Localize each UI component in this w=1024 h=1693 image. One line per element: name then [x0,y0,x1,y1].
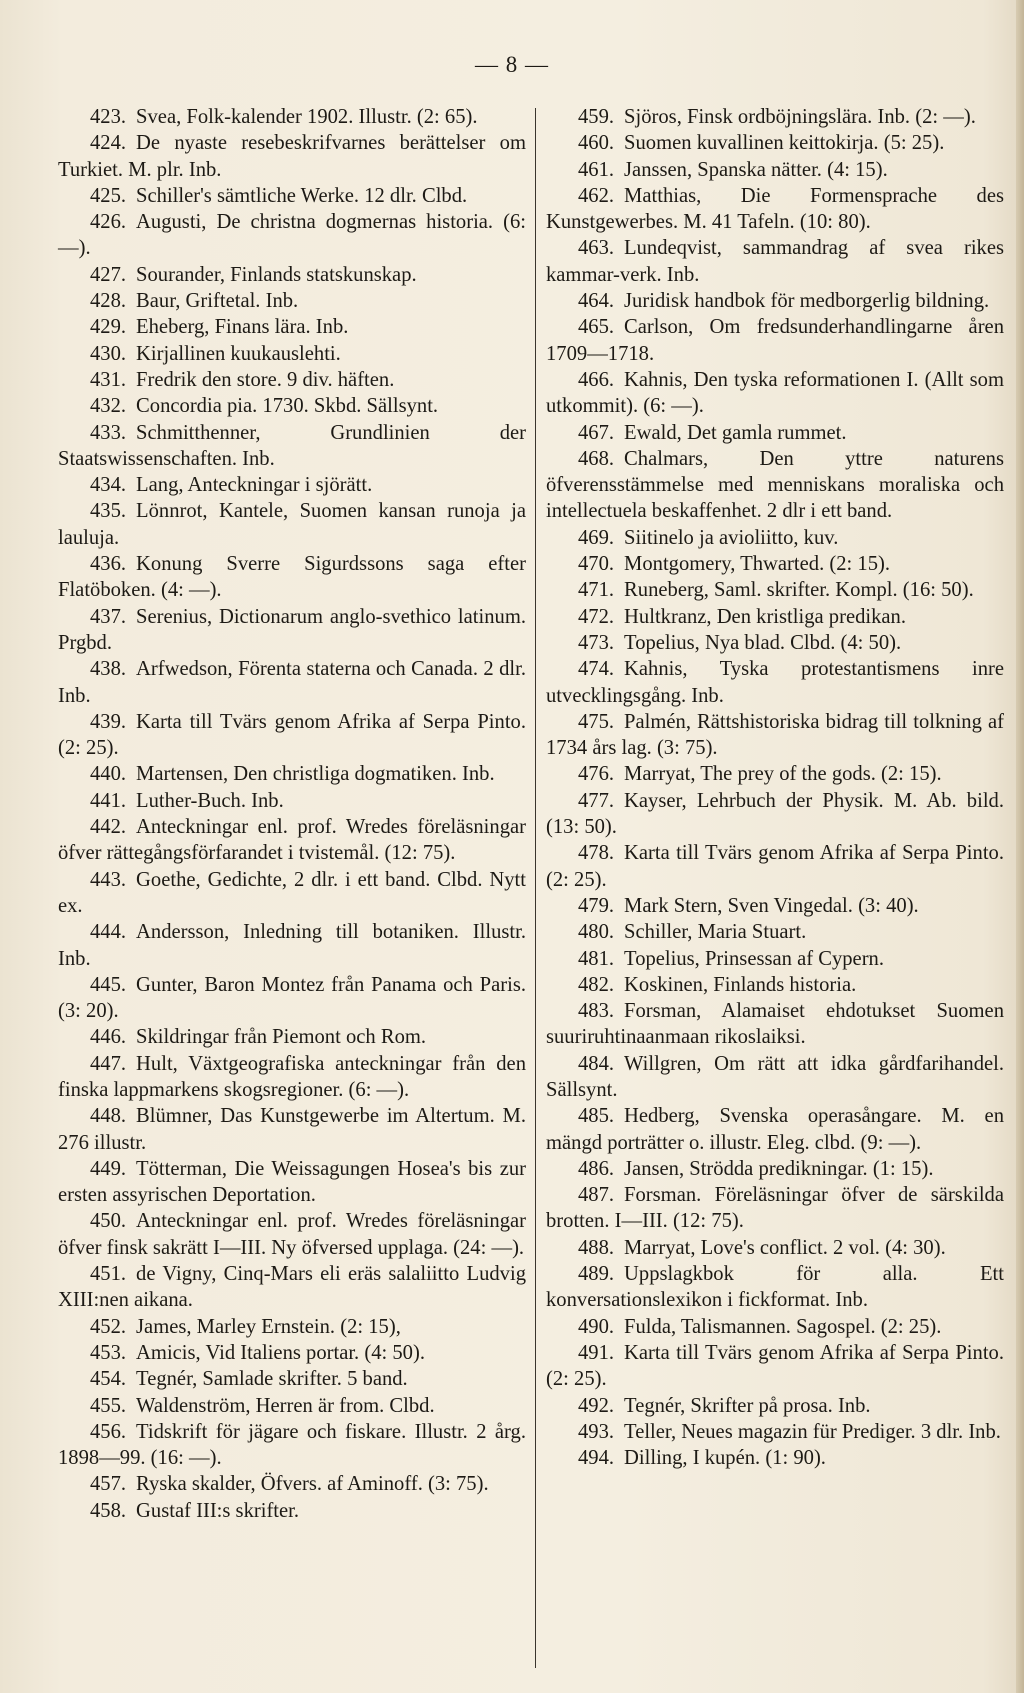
catalog-entry [546,367,1004,420]
entry-text: Tötterman, Die Weissagungen Hosea's bis zur ersten assyrischen Deportation. [58,1157,526,1207]
catalog-entry [546,1393,1004,1419]
entry-text: Concordia pia. 1730. Skbd. Sällsynt. [136,395,439,418]
entry-text: Forsman. Föreläsningar öfver de särskilda brotten. I—III. (12: 75). [546,1184,1004,1233]
catalog-entry [58,1471,526,1497]
entry-text: Forsman, Alamaiset ehdotukset Suomen suuriruhtinaanmaan rikoslaiksi. [546,1000,1004,1049]
entry-number: 468. [578,447,615,470]
entry-text: Mark Stern, Sven Vingedal. (3: 40). [624,894,919,917]
catalog-entry [58,262,526,288]
catalog-entry [546,630,1004,656]
entry-text: Schiller's sämtliche Werke. 12 dlr. Clbd. [136,184,468,207]
entry-number: 489. [578,1263,615,1286]
entry-number: 428. [90,290,127,313]
entry-text: Gustaf III:s skrifter. [136,1499,300,1522]
catalog-entry [546,919,1004,945]
catalog-entry [58,761,526,787]
entry-number: 488. [578,1236,615,1259]
entry-number: 432. [90,395,127,418]
entry-number: 466. [578,368,615,391]
page-number: — 8 — [475,52,549,77]
entry-number: 460. [578,132,615,155]
entry-text: Eheberg, Finans lära. Inb. [136,316,349,339]
column-divider [535,108,536,1668]
entry-text: Kayser, Lehrbuch der Physik. M. Ab. bild. (13: 50). [546,789,1004,839]
entry-number: 427. [90,263,127,286]
entry-text: Palmén, Rättshistoriska bidrag till tolkning af 1734 års lag. (3: 75). [546,710,1004,760]
entry-number: 441. [90,789,127,812]
entry-number: 446. [90,1026,127,1049]
entry-text: Topelius, Nya blad. Clbd. (4: 50). [624,631,902,654]
entry-number: 459. [578,106,615,128]
entry-number: 450. [90,1210,127,1233]
entry-text: Sourander, Finlands statskunskap. [136,263,417,286]
entry-text: Ryska skalder, Öfvers. af Aminoff. (3: 75). [136,1473,489,1496]
entry-text: Janssen, Spanska nätter. (4: 15). [624,158,888,181]
catalog-entry [58,183,526,209]
entry-number: 457. [90,1473,127,1496]
catalog-entry [546,761,1004,787]
catalog-entry [58,1314,526,1340]
entry-number: 438. [90,658,127,681]
entry-number: 449. [90,1157,127,1180]
entry-text: Konung Sverre Sigurdssons saga efter Flatöboken. (4: —). [58,553,526,602]
entry-text: Gunter, Baron Montez från Panama och Paris. (3: 20). [58,973,526,1023]
catalog-entry [58,420,526,473]
entry-number: 451. [90,1263,127,1286]
entry-number: 493. [578,1420,615,1443]
catalog-entry [58,919,526,972]
entry-text: Montgomery, Thwarted. (2: 15). [624,553,890,576]
catalog-entry [546,1235,1004,1261]
catalog-entry [546,235,1004,288]
entry-number: 437. [90,605,127,628]
entry-text: Waldenström, Herren är from. Clbd. [136,1394,435,1417]
entry-number: 486. [578,1157,615,1180]
entry-text: Andersson, Inledning till botaniken. Illustr. Inb. [58,921,526,970]
catalog-entry [546,551,1004,577]
catalog-entry [546,840,1004,893]
entry-text: Hedberg, Svenska operasångare. M. en mängd porträtter o. illustr. Eleg. clbd. (9: —). [546,1105,1004,1154]
entry-text: Fulda, Talismannen. Sagospel. (2: 25). [624,1315,942,1338]
entry-text: Arfwedson, Förenta staterna och Canada. 2 dlr. Inb. [58,658,526,707]
catalog-entry [58,1340,526,1366]
entry-text: Skildringar från Piemont och Rom. [136,1026,427,1049]
entry-number: 440. [90,763,127,786]
entry-text: Topelius, Prinsessan af Cypern. [624,947,884,970]
page-edge [1016,0,1024,1693]
catalog-entry [546,525,1004,551]
entry-number: 445. [90,973,127,996]
catalog-entry [546,1156,1004,1182]
entry-number: 464. [578,290,615,313]
catalog-entry [546,157,1004,183]
left-column [58,104,526,1524]
catalog-entry [58,341,526,367]
entry-text: de Vigny, Cinq-Mars eli eräs salaliitto Ludvig XIII:nen aikana. [58,1263,526,1312]
entry-text: Lundeqvist, sammandrag af svea rikes kammar-verk. Inb. [546,237,1004,286]
catalog-entry [58,604,526,657]
entry-number: 494. [578,1447,615,1470]
catalog-entry [58,393,526,419]
entry-number: 458. [90,1499,127,1522]
catalog-entry [58,972,526,1025]
entry-text: Chalmars, Den yttre naturens öfverensstämmelse med menniskans moraliska och intellectuela beskaffenhet. 2 dlr i ett band. [546,447,1004,523]
entry-text: Marryat, Love's conflict. 2 vol. (4: 30). [624,1236,946,1259]
entry-number: 480. [578,921,615,944]
catalog-entry [58,130,526,183]
entry-number: 483. [578,1000,615,1023]
entry-number: 455. [90,1394,127,1417]
entry-text: Tidskrift för jägare och fiskare. Illustr. 2 årg. 1898—99. (16: —). [58,1420,526,1470]
entry-number: 443. [90,868,127,891]
entry-text: Anteckningar enl. prof. Wredes föreläsningar öfver rättegångsförfarandet i tvistemål. (12: 75). [58,816,526,865]
catalog-entry [546,104,1004,130]
entry-text: Karta till Tvärs genom Afrika af Serpa Pinto. (2: 25). [546,842,1004,891]
entry-text: Willgren, Om rätt att idka gårdfarihandel. Sällsynt. [546,1052,1004,1101]
entry-number: 430. [90,342,127,365]
catalog-entry [546,998,1004,1051]
catalog-entry [546,1182,1004,1235]
entry-text: Svea, Folk-kalender 1902. Illustr. (2: 65). [136,106,478,128]
entry-text: Hultkranz, Den kristliga predikan. [624,605,906,628]
entry-text: Carlson, Om fredsunderhandlingarne åren 1709—1718. [546,316,1004,365]
entry-text: Koskinen, Finlands historia. [624,973,857,996]
entry-number: 454. [90,1368,127,1391]
entry-number: 490. [578,1315,615,1338]
catalog-entry [58,288,526,314]
entry-text: Lönnrot, Kantele, Suomen kansan runoja ja lauluja. [58,500,526,549]
entry-text: Kirjallinen kuukauslehti. [136,342,341,365]
entry-text: Tegnér, Skrifter på prosa. Inb. [624,1394,871,1417]
entry-number: 477. [578,789,615,812]
entry-number: 482. [578,973,615,996]
catalog-entry [58,867,526,920]
entry-text: Luther-Buch. Inb. [136,789,284,812]
catalog-entry [58,1261,526,1314]
entry-number: 479. [578,894,615,917]
catalog-entry [58,551,526,604]
catalog-entry [546,1103,1004,1156]
entry-text: Schiller, Maria Stuart. [624,921,807,944]
entry-number: 470. [578,553,615,576]
right-column [546,104,1004,1471]
entry-text: Juridisk handbok för medborgerlig bildning. [624,290,990,313]
entry-text: Ewald, Det gamla rummet. [624,421,847,444]
entry-number: 461. [578,158,615,181]
entry-text: Matthias, Die Formensprache des Kunstgewerbes. M. 41 Tafeln. (10: 80). [546,184,1004,234]
entry-text: Goethe, Gedichte, 2 dlr. i ett band. Clbd. Nytt ex. [58,868,526,917]
entry-text: Blümner, Das Kunstgewerbe im Altertum. M. 276 illustr. [58,1105,526,1154]
entry-text: Martensen, Den christliga dogmatiken. Inb. [136,763,495,786]
entry-text: Augusti, De christna dogmernas historia. (6: —). [58,211,526,260]
entry-number: 475. [578,710,615,733]
catalog-entry [546,1445,1004,1471]
catalog-entry [58,1366,526,1392]
catalog-entry [546,288,1004,314]
entry-number: 465. [578,316,615,339]
entry-number: 476. [578,763,615,786]
entry-number: 426. [90,211,127,234]
catalog-entry [58,709,526,762]
entry-number: 429. [90,316,127,339]
entry-text: Dilling, I kupén. (1: 90). [624,1447,826,1470]
catalog-entry [546,788,1004,841]
catalog-entry [58,1051,526,1104]
entry-number: 469. [578,526,615,549]
entry-text: Teller, Neues magazin für Prediger. 3 dlr. Inb. [624,1420,1001,1443]
entry-text: Jansen, Strödda predikningar. (1: 15). [624,1157,934,1180]
entry-text: Kahnis, Tyska protestantismens inre utvecklingsgång. Inb. [546,658,1004,707]
entry-number: 442. [90,816,127,839]
catalog-entry [58,209,526,262]
entry-number: 444. [90,921,127,944]
entry-number: 434. [90,474,127,497]
entry-text: Fredrik den store. 9 div. häften. [136,368,395,391]
catalog-entry [546,183,1004,236]
catalog-entry [546,314,1004,367]
entry-number: 492. [578,1394,615,1417]
entry-number: 431. [90,368,127,391]
catalog-entry [546,656,1004,709]
entry-number: 481. [578,947,615,970]
catalog-entry [546,577,1004,603]
entry-number: 447. [90,1052,127,1075]
catalog-entry [546,1340,1004,1393]
entry-text: Marryat, The prey of the gods. (2: 15). [624,763,942,786]
catalog-entry [58,104,526,130]
entry-number: 452. [90,1315,127,1338]
entry-number: 491. [578,1341,615,1364]
entry-text: Amicis, Vid Italiens portar. (4: 50). [136,1341,425,1364]
entry-number: 463. [578,237,615,260]
catalog-entry [58,314,526,340]
entry-text: Sjöros, Finsk ordböjningslära. Inb. (2: —). [624,106,976,128]
entry-text: Schmitthenner, Grundlinien der Staatswissenschaften. Inb. [58,421,526,470]
catalog-entry [58,1156,526,1209]
entry-text: Uppslagkbok för alla. Ett konversationslexikon i fickformat. Inb. [546,1263,1004,1312]
catalog-entry [58,788,526,814]
catalog-entry [58,1103,526,1156]
entry-number: 433. [90,421,127,444]
catalog-entry [58,1393,526,1419]
entry-number: 448. [90,1105,127,1128]
entry-number: 471. [578,579,615,602]
catalog-entry [546,446,1004,525]
catalog-entry [546,946,1004,972]
catalog-entry [58,1419,526,1472]
catalog-entry [58,1208,526,1261]
catalog-entry [58,1498,526,1524]
catalog-entry [546,420,1004,446]
catalog-entry [58,367,526,393]
catalog-entry [546,130,1004,156]
catalog-entry [546,1051,1004,1104]
catalog-entry [58,472,526,498]
entry-text: James, Marley Ernstein. (2: 15), [136,1315,401,1338]
entry-number: 487. [578,1184,615,1207]
entry-number: 423. [90,106,127,128]
entry-text: Hult, Växtgeografiska anteckningar från den finska lappmarkens skogsregioner. (6: —). [58,1052,526,1101]
entry-text: Anteckningar enl. prof. Wredes föreläsningar öfver finsk sakrätt I—III. Ny öfversed upplaga. (24: —). [58,1210,526,1259]
catalog-entry [58,814,526,867]
entry-text: Tegnér, Samlade skrifter. 5 band. [136,1368,408,1391]
entry-text: Karta till Tvärs genom Afrika af Serpa Pinto. (2: 25). [546,1341,1004,1391]
entry-text: Serenius, Dictionarum anglo-svethico latinum. Prgbd. [58,605,526,654]
entry-text: Karta till Tvärs genom Afrika af Serpa Pinto. (2: 25). [58,710,526,760]
entry-number: 474. [578,658,615,681]
catalog-entry [546,972,1004,998]
entry-number: 478. [578,842,615,865]
entry-text: Suomen kuvallinen keittokirja. (5: 25). [624,132,945,155]
entry-number: 484. [578,1052,615,1075]
entry-number: 467. [578,421,615,444]
entry-text: De nyaste resebeskrifvarnes berättelser om Turkiet. M. plr. Inb. [58,132,526,181]
catalog-entry [546,1314,1004,1340]
entry-number: 424. [90,132,127,155]
entry-number: 473. [578,631,615,654]
entry-number: 456. [90,1420,127,1443]
entry-number: 485. [578,1105,615,1128]
entry-number: 439. [90,710,127,733]
catalog-entry [58,498,526,551]
entry-text: Siitinelo ja avioliitto, kuv. [624,526,839,549]
entry-text: Kahnis, Den tyska reformationen I. (Allt som utkommit). (6: —). [546,368,1004,418]
entry-number: 436. [90,553,127,576]
catalog-entry [58,1024,526,1050]
entry-text: Runeberg, Saml. skrifter. Kompl. (16: 50). [624,579,974,602]
entry-number: 462. [578,184,615,207]
entry-number: 435. [90,500,127,523]
catalog-entry [546,604,1004,630]
catalog-entry [546,893,1004,919]
catalog-entry [58,656,526,709]
entry-text: Lang, Anteckningar i sjörätt. [136,474,373,497]
entry-number: 425. [90,184,127,207]
entry-number: 472. [578,605,615,628]
entry-number: 453. [90,1341,127,1364]
entry-text: Baur, Griftetal. Inb. [136,290,299,313]
catalog-entry [546,1261,1004,1314]
catalog-entry [546,1419,1004,1445]
catalog-entry [546,709,1004,762]
